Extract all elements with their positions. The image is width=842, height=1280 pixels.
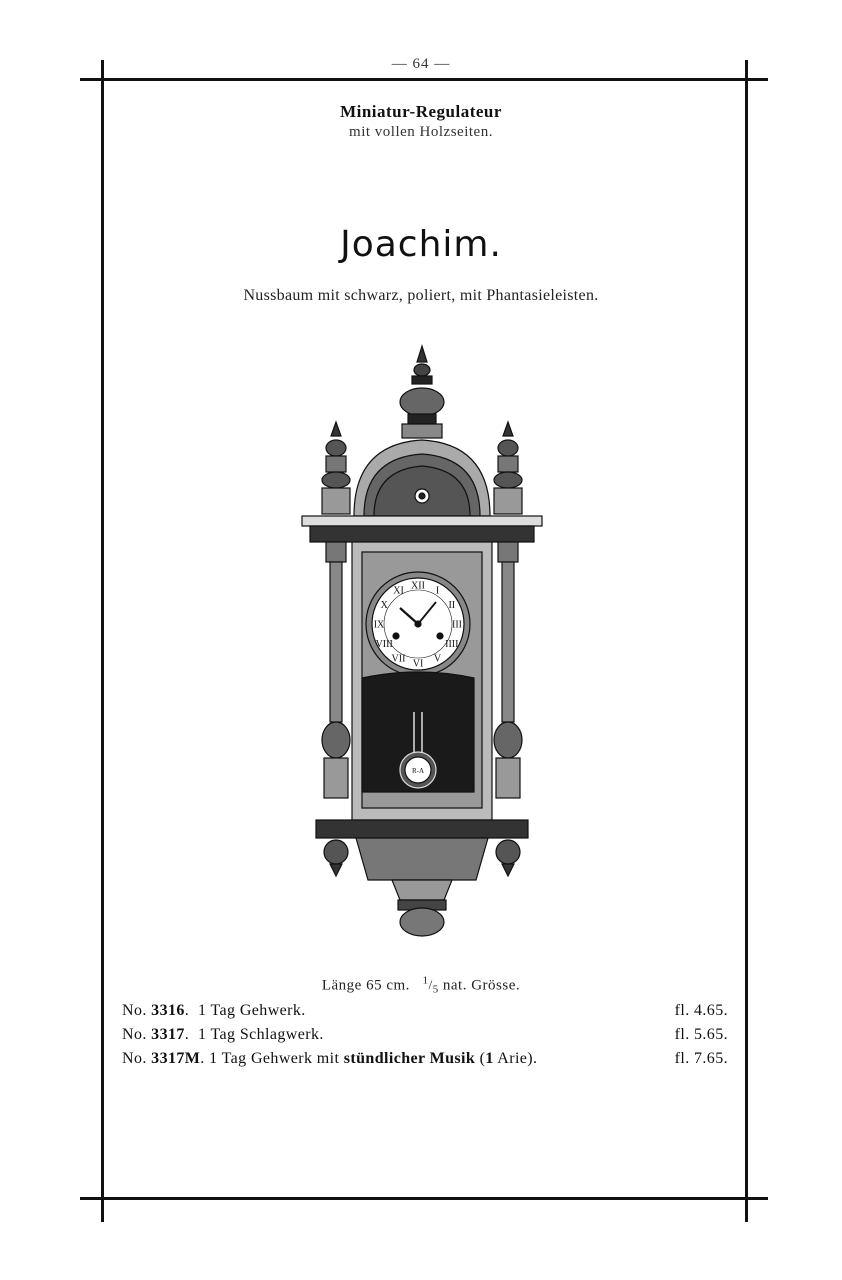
price-row <box>122 1002 728 1026</box>
item-lead: No. 3316. 1 Tag Gehwerk. <box>122 1002 306 1019</box>
item-lead: No. 3317M. 1 Tag Gehwerk mit stündlicher Musik (1 Arie). <box>122 1050 538 1067</box>
caption-scale: $^1/_5$ <box>422 975 439 996</box>
item-price: fl. 4.65. <box>674 1002 728 1019</box>
item-price: fl. 5.65. <box>674 1026 728 1043</box>
pendulum-marking: R-A <box>411 767 425 775</box>
item-description: 1 Tag Gehwerk. <box>197 1002 306 1019</box>
price-row <box>122 1026 728 1050</box>
item-description-paren: ( <box>479 1050 486 1067</box>
dial-numeral: XII <box>411 580 425 592</box>
dial-numeral: X <box>380 600 388 611</box>
dial-numeral: II <box>448 600 456 611</box>
section-subheading: mit vollen Holzseiten. <box>349 124 493 140</box>
price-row <box>122 1050 728 1074</box>
item-no-label: No. <box>122 1026 147 1043</box>
dial-numeral: VI <box>412 658 424 670</box>
item-number: 3317M <box>151 1050 201 1067</box>
dial-numeral: I <box>435 585 440 597</box>
model-name: Joachim. <box>340 224 502 265</box>
dial-numeral: IIII <box>445 639 459 650</box>
item-lead: No. 3317. 1 Tag Schlagwerk. <box>122 1026 324 1043</box>
caption-scale-text: nat. Grösse. <box>442 977 521 994</box>
item-description-post: Arie). <box>497 1050 538 1067</box>
caption-length: Länge 65 cm. <box>321 977 410 994</box>
dial-numeral: VIII <box>375 639 393 650</box>
wall-regulator-clock <box>296 340 548 940</box>
top-rule <box>80 78 768 81</box>
size-caption <box>0 975 842 996</box>
item-description-count: 1 <box>485 1050 494 1067</box>
dial-numeral: VII <box>391 653 406 665</box>
item-description-pre: 1 Tag Gehwerk mit <box>209 1050 340 1067</box>
dial-numeral: IX <box>373 619 385 631</box>
dial-numeral: III <box>452 619 462 631</box>
scale-denominator: 5 <box>432 983 439 996</box>
scale-numerator: 1 <box>422 975 429 987</box>
item-no-label: No. <box>122 1050 147 1067</box>
dial-numeral: V <box>433 653 442 665</box>
item-number: 3316 <box>151 1002 185 1019</box>
page-number: — 64 — <box>391 56 451 72</box>
item-no-label: No. <box>122 1002 147 1019</box>
item-number: 3317 <box>151 1026 185 1043</box>
model-description: Nussbaum mit schwarz, poliert, mit Phantasieleisten. <box>243 287 599 304</box>
dial-numeral: XI <box>393 585 404 597</box>
price-list <box>122 1002 728 1074</box>
bottom-rule <box>80 1197 768 1200</box>
item-description: 1 Tag Schlagwerk. <box>197 1026 324 1043</box>
section-heading: Miniatur-Regulateur <box>340 102 502 121</box>
item-description-bold: stündlicher Musik <box>343 1050 476 1067</box>
item-price: fl. 7.65. <box>674 1050 728 1067</box>
